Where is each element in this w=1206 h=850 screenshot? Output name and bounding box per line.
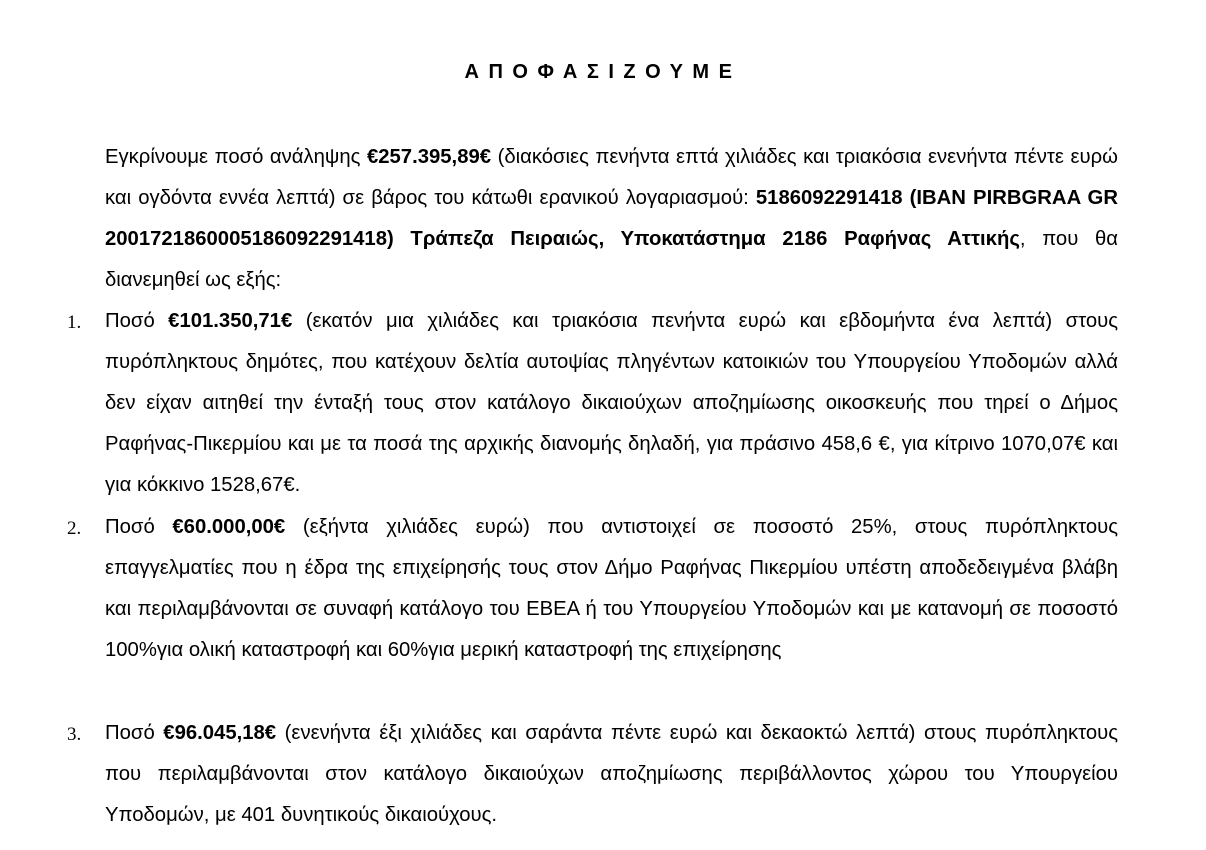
intro-text-middle: (διακόσιες πενήντα επτά χιλιάδες και τριακόσια ενενήντα πέντε ευρώ και ογδόντα εννέα λεπτά) σε βάρος του κάτωθι ερανικού λογαριασμού:: [105, 146, 1118, 209]
item-amount: €96.045,18€: [163, 722, 277, 744]
document-heading: ΑΠΟΦΑΣΙΖΟΥΜΕ: [464, 61, 742, 83]
item-prefix: Ποσό: [105, 722, 164, 744]
list-item-number: 1.: [67, 312, 82, 333]
item-amount: €60.000,00€: [172, 516, 286, 538]
intro-text-start: Εγκρίνουμε ποσό ανάληψης: [105, 146, 367, 168]
item-text: (εκατόν μια χιλιάδες και τριακόσια πενήντα ευρώ και εβδομήντα ένα λεπτά) στους πυρόπληκτους δημότες, που κατέχουν δελτία αυτοψίας πληγέντων κατοικιών του Υπουργείου Υποδομών αλλά δεν είχαν αιτηθεί την ένταξή τους στον κατάλογο δικαιούχων αποζημίωσης οικοσκευής που τηρεί ο Δήμος Ραφήνας-Πικερμίου και με τα ποσά της αρχικής διανομής δηλαδή, για πράσινο 458,6 €, για κίτρινο 1070,07€ και για κόκκινο 1528,67€.: [105, 310, 1118, 496]
list-item: [105, 713, 1118, 836]
intro-paragraph: [105, 137, 1118, 301]
item-prefix: Ποσό: [105, 310, 169, 332]
list-item: [105, 507, 1118, 671]
bank-account-details: 5186092291418 (IBAN PIRBGRAA GR 2001721860005186092291418) Τράπεζα Πειραιώς, Υποκατάστημα 2186 Ραφήνας Αττικής: [105, 187, 1118, 250]
intro-text-end: , που θα διανεμηθεί ως εξής:: [105, 228, 1118, 291]
list-item: [105, 301, 1118, 506]
list-item-number: 3.: [67, 724, 82, 745]
item-text: (εξήντα χιλιάδες ευρώ) που αντιστοιχεί σε ποσοστό 25%, στους πυρόπληκτους επαγγελματίες που η έδρα της επιχείρησής τους στον Δήμο Ραφήνας Πικερμίου υπέστη αποδεδειγμένα βλάβη και περιλαμβάνονται σε συναφή κατάλογο του ΕΒΕΑ ή του Υπουργείου Υποδομών και με κατανομή σε ποσοστό 100%για ολική καταστροφή και 60%για μερική καταστροφή της επιχείρησης: [105, 516, 1119, 661]
item-text: (ενενήντα έξι χιλιάδες και σαράντα πέντε ευρώ και δεκαοκτώ λεπτά) στους πυρόπληκτους που περιλαμβάνονται στον κατάλογο δικαιούχων αποζημίωσης περιβάλλοντος χώρου του Υπουργείου Υποδομών, με 401 δυνητικούς δικαιούχους.: [105, 722, 1118, 826]
list-item-number: 2.: [67, 518, 82, 539]
item-prefix: Ποσό: [105, 516, 173, 538]
item-amount: €101.350,71€: [168, 310, 293, 332]
intro-total-amount: €257.395,89€: [366, 146, 492, 168]
